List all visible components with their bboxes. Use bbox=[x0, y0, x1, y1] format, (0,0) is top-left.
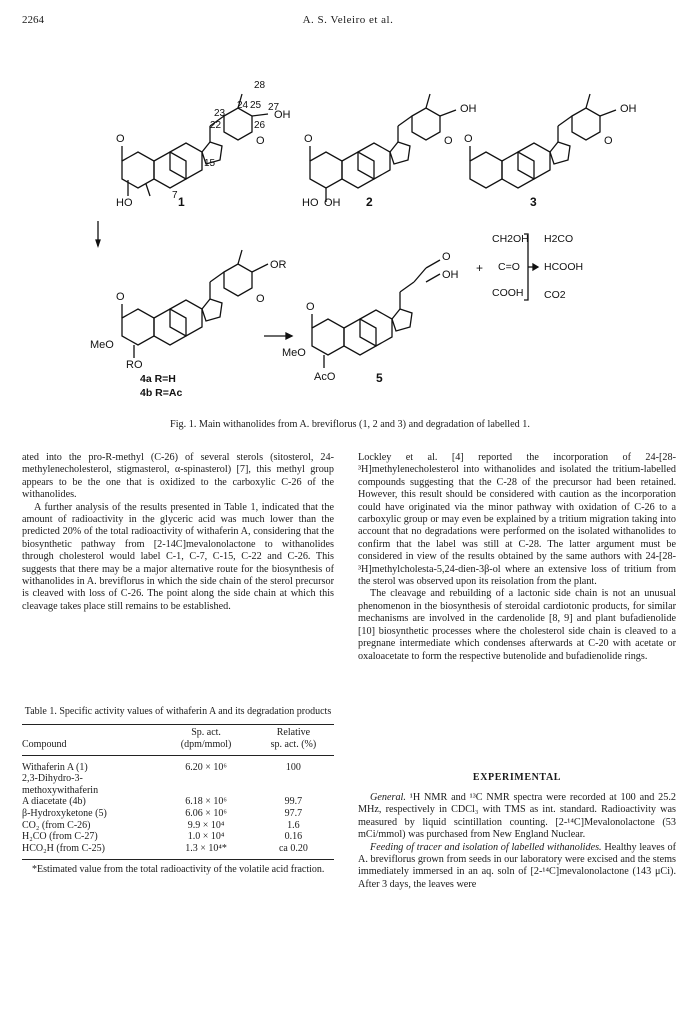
label-c22: 22 bbox=[210, 120, 222, 131]
arrow-4-to-5 bbox=[264, 333, 292, 339]
header-sp-act-unit: (dpm/mmol) bbox=[180, 738, 232, 750]
table-row bbox=[22, 796, 334, 808]
label-oh-1: OH bbox=[274, 109, 291, 121]
cell-compound: CO₂ (from C-26) bbox=[22, 819, 91, 831]
cell-relative: 1.6 bbox=[287, 819, 300, 831]
label-o-ketone-4: O bbox=[116, 291, 125, 303]
label-o-lactone-1: O bbox=[256, 135, 265, 147]
cell-relative bbox=[253, 785, 334, 797]
table-caption: Table 1. Specific activity values of withaferin A and its degradation products bbox=[24, 706, 332, 717]
left-column bbox=[22, 452, 334, 613]
cell-sp-act: 6.18 × 10⁶ bbox=[185, 796, 227, 808]
cell-compound: H₂CO (from C-27) bbox=[22, 831, 98, 843]
label-o-ketone-2: O bbox=[304, 133, 313, 145]
label-c23: 23 bbox=[214, 108, 226, 119]
label-c25: 25 bbox=[250, 100, 262, 111]
header-sp-act bbox=[159, 725, 253, 751]
cell-relative: 97.7 bbox=[284, 807, 303, 819]
label-c24: 24 bbox=[237, 100, 249, 111]
label-ch2oh: CH2OH bbox=[492, 233, 529, 245]
compound-number-4a: 4a R=H bbox=[140, 373, 176, 385]
experimental-section bbox=[358, 792, 676, 891]
table-1 bbox=[22, 706, 334, 876]
label-ceo: C=O bbox=[498, 261, 520, 273]
cell-sp-act: 1.3 × 10⁴* bbox=[185, 842, 227, 854]
label-or: OR bbox=[270, 259, 287, 271]
experimental-heading: EXPERIMENTAL bbox=[472, 772, 562, 783]
cell-relative: ca 0.20 bbox=[278, 842, 308, 854]
label-ro: RO bbox=[126, 359, 143, 371]
label-oh-2: OH bbox=[460, 103, 477, 115]
general-lead: General. bbox=[370, 792, 406, 803]
cell-relative: 99.7 bbox=[284, 796, 303, 808]
table-row bbox=[22, 773, 334, 785]
table-row bbox=[22, 843, 334, 855]
label-oh-2b: OH bbox=[324, 197, 341, 209]
label-c7: 7 bbox=[172, 190, 178, 201]
label-o-lactone-3: O bbox=[604, 135, 613, 147]
label-plus: + bbox=[476, 261, 484, 275]
label-c26: 26 bbox=[254, 120, 266, 131]
table-footnote: *Estimated value from the total radioactivity of the volatile acid fraction. bbox=[32, 864, 325, 876]
page-header bbox=[22, 14, 674, 30]
structure-scheme bbox=[30, 46, 670, 414]
compound-number-1: 1 bbox=[178, 195, 185, 209]
feeding-text: Healthy leaves of A. breviflorus grown from seeds in our laboratory were excised and the stems immediately immersed in an aq. soln of [2-¹⁴C]mevalonolactone (143 μCi). After 3 days, the leaves were bbox=[358, 841, 676, 890]
label-oh-5: OH bbox=[442, 269, 459, 281]
cell-compound: methoxywithaferin bbox=[22, 784, 99, 796]
label-meo-5: MeO bbox=[282, 347, 306, 359]
header-relative-label: Relative bbox=[276, 727, 311, 738]
table-row bbox=[22, 785, 334, 797]
experimental-paragraph-2 bbox=[358, 842, 676, 892]
cell-sp-act bbox=[159, 785, 253, 797]
page-number: 2264 bbox=[22, 14, 44, 26]
structure-5-drawing bbox=[312, 260, 440, 368]
label-hcooh: HCOOH bbox=[544, 261, 584, 273]
left-paragraph-1: ated into the pro-R-methyl (C-26) of several sterols (sitosterol, 24-methylenecholesterol, stigmasterol, α-spinasterol) [7], this methyl group appears to be the one that is oxidized to the carboxylic C-26 of the withanolides. bbox=[22, 452, 334, 501]
cell-relative: 0.16 bbox=[284, 831, 303, 843]
compound-number-5: 5 bbox=[376, 371, 383, 385]
compound-number-2: 2 bbox=[366, 195, 373, 209]
label-c28: 28 bbox=[254, 80, 266, 91]
feeding-lead: Feeding of tracer and isolation of labelled withanolides. bbox=[370, 841, 602, 853]
right-paragraph-2: The cleavage and rebuilding of a lactonic side chain is not an unusual phenomenon in the biosynthesis of steroidal cardiotonic products, for similar mechanisms are involved in the cardenolide [8, 9] and plant bufadienolide [10] biosynthetic processes where the cholesterol side chain is cleaved to a pregnane intermediate which condenses afterwards at C-20 with acetate or oxaloacetate to form the respective butenolide and bufadienolide rings. bbox=[358, 588, 676, 662]
label-ho-2: HO bbox=[302, 197, 319, 209]
table-row bbox=[22, 762, 334, 774]
cell-compound: A diacetate (4b) bbox=[22, 796, 86, 808]
label-co2: CO2 bbox=[544, 289, 566, 301]
label-c27: 27 bbox=[268, 102, 280, 113]
general-text: ¹H NMR and ¹³C NMR spectra were recorded at 100 and 25.2 MHz, respectively in CDCl₃ with TMS as int. standard. Radioactivity was measured by liquid scintillation counting. [2-¹⁴C]Mevalonolactone (53 mCi/mmol) was purchased from New England Nuclear. bbox=[358, 792, 677, 841]
cell-sp-act: 6.20 × 10⁶ bbox=[185, 761, 227, 773]
cell-relative bbox=[253, 773, 334, 785]
label-cooh: COOH bbox=[492, 287, 524, 299]
table-row bbox=[22, 820, 334, 832]
label-o-ketone-5: O bbox=[442, 251, 451, 263]
cell-sp-act: 1.0 × 10⁴ bbox=[187, 831, 225, 843]
table-header-row bbox=[22, 725, 334, 751]
label-o-ketone-3: O bbox=[464, 133, 473, 145]
cell-sp-act: 6.06 × 10⁶ bbox=[185, 807, 227, 819]
compound-number-4b: 4b R=Ac bbox=[140, 387, 183, 399]
right-paragraph-1: Lockley et al. [4] reported the incorporation of 24-[28-³H]methylenecholesterol into withanolides and isolated the tritium-labelled compounds suggesting that the C-28 of the precursor had been retained. However, this result should be considered with caution as the incorporation could have originated via the minor pathway with oxidation of C-26 to a carboxylic group or may even be explained by a tritium migration taking into account that no degradations were performed on the isolated withanolides to confirm that the label was still at C-28. The latter argument must be considered in view of the results obtained by the same authors with 24-[28-³H]methylcholesta-5,24-dien-3β-ol where an extensive loss of tritium from the sterol was observed upon its reisolation from the plant. bbox=[358, 452, 676, 588]
figure-caption: Fig. 1. Main withanolides from A. breviflorus (1, 2 and 3) and degradation of labelled 1. bbox=[170, 419, 530, 430]
table-data bbox=[22, 762, 334, 855]
cell-compound: β-Hydroxyketone (5) bbox=[22, 807, 107, 819]
experimental-paragraph-1 bbox=[358, 792, 676, 842]
structure-2-drawing bbox=[310, 94, 456, 202]
table-header-rule bbox=[22, 755, 334, 756]
compound-number-3: 3 bbox=[530, 195, 537, 209]
label-aco: AcO bbox=[314, 371, 336, 383]
label-h2co: H2CO bbox=[544, 233, 574, 245]
label-meo-4: MeO bbox=[90, 339, 114, 351]
cell-compound: 2,3-Dihydro-3- bbox=[22, 773, 83, 785]
label-o-ketone-5b: O bbox=[306, 301, 315, 313]
cell-compound: HCO₂H (from C-25) bbox=[22, 842, 105, 854]
table-row bbox=[22, 831, 334, 843]
right-column bbox=[358, 452, 676, 663]
structure-4-drawing bbox=[96, 221, 268, 358]
label-c15: 15 bbox=[204, 158, 216, 169]
cell-relative: 100 bbox=[285, 761, 301, 773]
label-ho-1: HO bbox=[116, 197, 133, 209]
cell-sp-act bbox=[159, 773, 253, 785]
table-row bbox=[22, 808, 334, 820]
left-paragraph-2: A further analysis of the results presented in Table 1, indicated that the amount of radioactivity in the glyceric acid was much lower than the predicted 20% of the total radioactivity of withaferin A, considering that the biosynthetic pathway from [2-14C]mevalonolactone to withanolides through cholesterol would label C-1, C-7, C-15, C-22 and C-26. This suggests that there may be a major alternative route for the biosynthesis of withanolides in A. breviflorus in which the side chain of the sterol precursor is cleaved with loss of C-26. The point along the side chain at which this cleavage takes place still remains to be established. bbox=[22, 501, 334, 612]
structure-3-drawing bbox=[470, 94, 616, 188]
header-relative bbox=[253, 725, 334, 751]
header-sp-act-label: Sp. act. bbox=[191, 727, 221, 738]
table-bottom-rule bbox=[22, 859, 334, 860]
header-compound: Compound bbox=[22, 739, 67, 750]
table-body bbox=[22, 725, 334, 751]
label-o-lactone-2: O bbox=[444, 135, 453, 147]
label-o-lactone-4: O bbox=[256, 293, 265, 305]
cell-sp-act: 9.9 × 10⁴ bbox=[187, 819, 225, 831]
header-relative-unit: sp. act. (%) bbox=[270, 738, 317, 750]
cell-compound: Withaferin A (1) bbox=[22, 761, 88, 773]
label-oh-3: OH bbox=[620, 103, 637, 115]
figure-1 bbox=[30, 46, 670, 414]
running-authors: A. S. Veleiro et al. bbox=[302, 14, 394, 26]
label-o-ketone-1: O bbox=[116, 133, 125, 145]
